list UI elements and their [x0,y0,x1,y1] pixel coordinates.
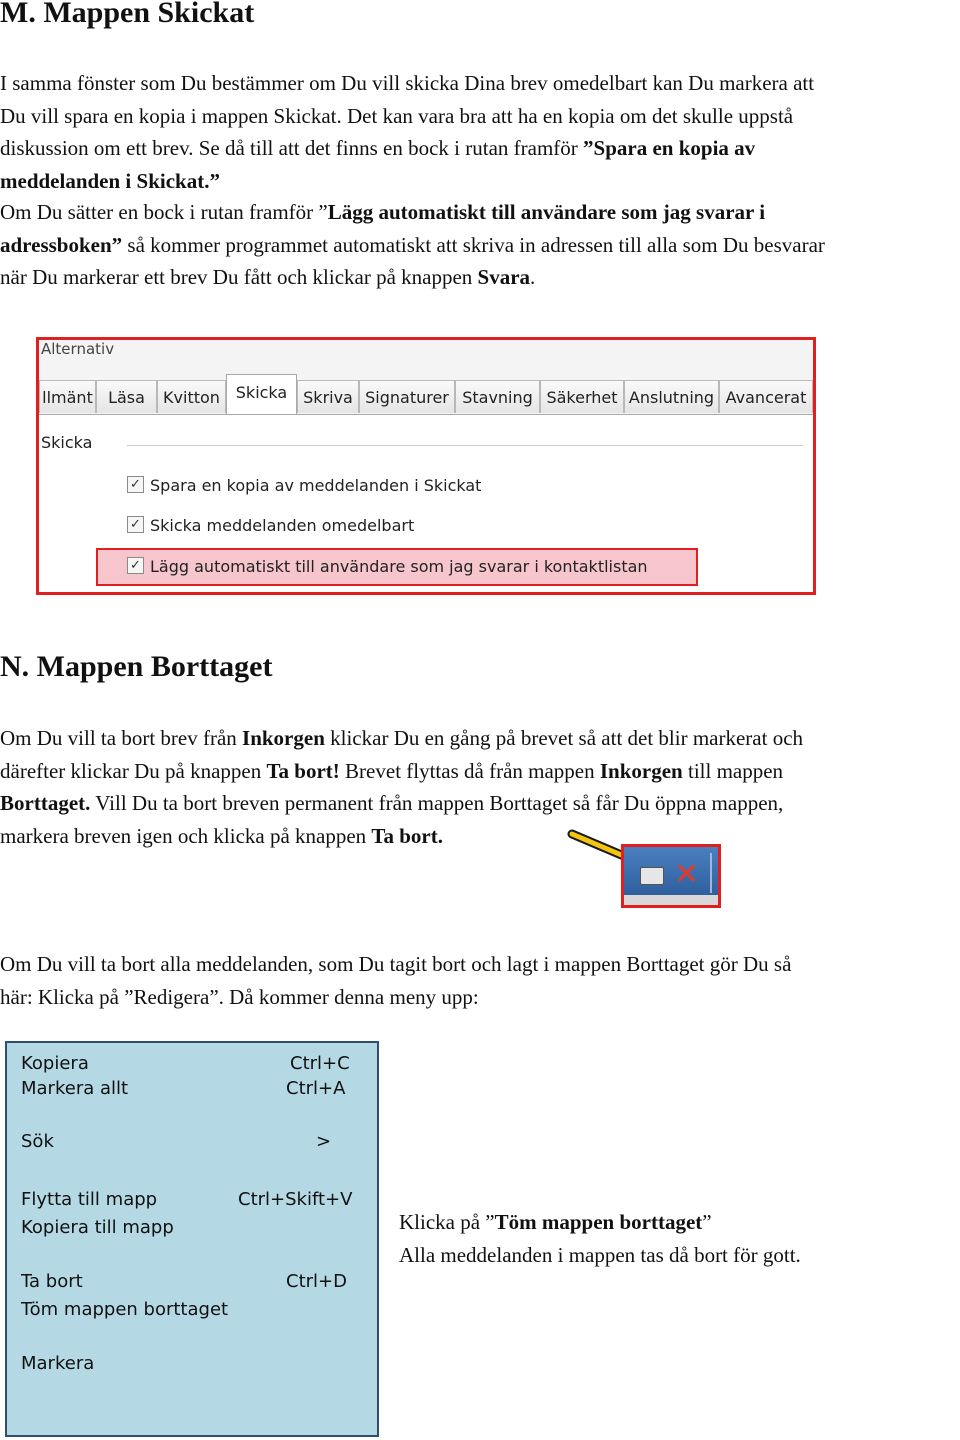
delete-x-icon[interactable]: ✕ [674,857,700,892]
window-title: Alternativ [41,340,115,358]
section-divider [127,445,803,446]
menu-item-tom-mappen-borttaget[interactable]: Töm mappen borttaget [21,1299,229,1320]
toolbar-separator [710,853,712,893]
skicka-panel [39,415,813,592]
submenu-arrow-icon: > [316,1131,332,1152]
shortcut-markera-allt: Ctrl+A [286,1078,346,1099]
tab-allmant[interactable]: llmänt [39,380,96,413]
tab-anslutning[interactable]: Anslutning [624,380,719,413]
delete-toolbar-screenshot [621,844,721,908]
shortcut-kopiera: Ctrl+C [290,1053,350,1074]
menu-item-markera[interactable]: Markera [21,1353,95,1374]
tab-avancerat[interactable]: Avancerat [719,380,813,413]
tab-strip [39,380,813,415]
heading-mappen-borttaget: N. Mappen Borttaget [0,650,273,683]
menu-item-ta-bort[interactable]: Ta bort [21,1271,83,1292]
tab-lasa[interactable]: Läsa [96,380,157,413]
paragraph-empty-folder: Om Du vill ta bort alla meddelanden, som Du tagit bort och lagt i mappen Borttaget gör Du så här: Klicka på ”Redigera”. Då kommer denna meny upp: [0,952,792,1009]
checkbox-row-auto-add[interactable] [127,555,648,579]
edit-menu [5,1041,379,1437]
tab-stavning[interactable]: Stavning [455,380,540,413]
menu-item-kopiera-till-mapp[interactable]: Kopiera till mapp [21,1217,174,1238]
options-window-screenshot [36,337,816,595]
checkbox-row-send-immediately[interactable] [127,514,414,538]
checkbox-label: Lägg automatiskt till användare som jag svarar i kontaktlistan [150,557,648,576]
tab-skicka[interactable]: Skicka [226,374,297,414]
menu-item-kopiera[interactable]: Kopiera [21,1053,89,1074]
menu-item-flytta-till-mapp[interactable]: Flytta till mapp [21,1189,158,1210]
paragraph-skickat-intro: I samma fönster som Du bestämmer om Du vill skicka Dina brev omedelbart kan Du markera att Du vill spara en kopia i mappen Skickat. Det kan vara bra att ha en kopia om det skulle uppstå diskussion om ett brev. Se då till att det finns en bock i rutan framför ”Spara en kopia av meddelanden i Skickat.” [0,71,815,193]
menu-item-sok[interactable]: Sök [21,1131,54,1152]
section-label: Skicka [41,433,93,452]
checkbox-label: Spara en kopia av meddelanden i Skickat [150,476,482,495]
checkbox-row-save-copy[interactable] [127,474,481,498]
printer-icon[interactable] [640,867,664,885]
tab-signaturer[interactable]: Signaturer [359,380,455,413]
tab-skriva[interactable]: Skriva [297,380,359,413]
checkbox-send-immediately[interactable]: ✓ [127,516,144,533]
heading-mappen-skickat: M. Mappen Skickat [0,0,255,29]
shortcut-flytta: Ctrl+Skift+V [238,1189,353,1210]
menu-item-markera-allt[interactable]: Markera allt [21,1078,129,1099]
toolbar-bottom-strip [624,895,718,905]
shortcut-ta-bort: Ctrl+D [286,1271,347,1292]
tab-kvitton[interactable]: Kvitton [157,380,226,413]
checkbox-label: Skicka meddelanden omedelbart [150,516,415,535]
note-empty-trash: Klicka på ”Töm mappen borttaget” Alla meddelanden i mappen tas då bort för gott. [399,1210,801,1267]
checkbox-auto-add[interactable]: ✓ [127,557,144,574]
tab-sakerhet[interactable]: Säkerhet [540,380,624,413]
paragraph-auto-add: Om Du sätter en bock i rutan framför ”Lägg automatiskt till användare som jag svarar i adressboken” så kommer programmet automatiskt att skriva in adressen till alla som Du besvarar när Du markerar ett brev Du fått och klickar på knappen Svara. [0,200,825,289]
checkbox-save-copy[interactable]: ✓ [127,476,144,493]
paragraph-delete-instructions: Om Du vill ta bort brev från Inkorgen klickar Du en gång på brevet så att det blir markerat och därefter klickar Du på knappen Ta bort! Brevet flyttas då från mappen Inkorgen till mappen Borttaget. Vill Du ta bort breven permanent från mappen Borttaget så får Du öppna mappen, markera breven igen och klicka på knappen Ta bort. [0,726,804,848]
